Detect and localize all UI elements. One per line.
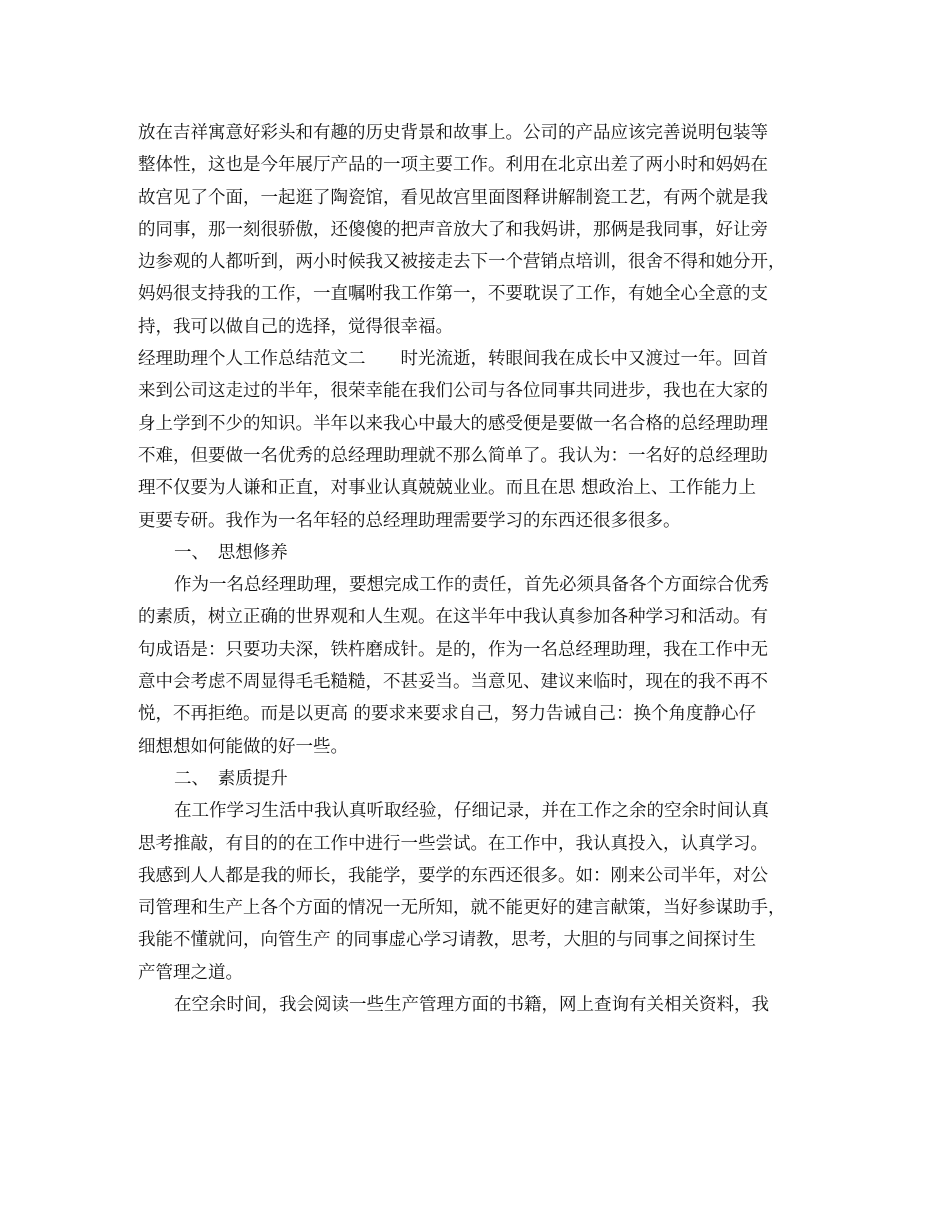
paragraph-line: 在工作学习生活中我认真听取经验，仔细记录，并在工作之余的空余时间认真	[174, 801, 769, 822]
paragraph-line: 我感到人人都是我的师长，我能学，要学的东西还很多。如：刚来公司半年，对公	[138, 865, 768, 886]
paragraph-line: 的素质，树立正确的世界观和人生观。在这半年中我认真参加各种学习和活动。有	[138, 607, 768, 628]
paragraph-line: 在空余时间，我会阅读一些生产管理方面的书籍，网上查询有关相关资料，我	[174, 995, 769, 1016]
paragraph-line: 意中会考虑不周显得毛毛糙糙，不甚妥当。当意见、建议来临时，现在的我不再不	[138, 672, 768, 693]
document-body	[138, 117, 828, 1021]
paragraph-line: 悦，不再拒绝。而是以更高 的要求来要求自己，努力告诫自己：换个角度静心仔	[138, 704, 757, 725]
paragraph-line: 不难，但要做一名优秀的总经理助理就不那么简单了。我认为：一名好的总经理助	[138, 445, 768, 466]
paragraph-line: 句成语是：只要功夫深，铁杵磨成针。是的，作为一名总经理助理，我在工作中无	[138, 639, 768, 660]
section-heading-thought: 一、 思想修养	[174, 542, 288, 563]
paragraph-line: 更要专研。我作为一名年轻的总经理助理需要学习的东西还很多很多。	[138, 510, 681, 531]
paragraph-line: 司管理和生产上各个方面的情况一无所知，就不能更好的建言献策，当好参谋助手，	[138, 898, 786, 919]
paragraph-line: 来到公司这走过的半年，很荣幸能在我们公司与各位同事共同进步，我也在大家的	[138, 381, 768, 402]
paragraph-line: 我能不懂就问，向管生产 的同事虚心学习请教，思考，大胆的与同事之间探讨生	[138, 930, 757, 951]
paragraph-line: 放在吉祥寓意好彩头和有趣的历史背景和故事上。公司的产品应该完善说明包装等	[138, 123, 768, 143]
section-heading-quality: 二、 素质提升	[174, 768, 288, 789]
paragraph-line: 故宫见了个面，一起逛了陶瓷馆，看见故宫里面图释讲解制瓷工艺，有两个就是我	[138, 187, 768, 208]
paragraph-line: 产管理之道。	[138, 962, 243, 983]
paragraph-line: 妈妈很支持我的工作，一直嘱咐我工作第一，不要耽误了工作，有她全心全意的支	[138, 284, 768, 305]
paragraph-line: 身上学到不少的知识。半年以来我心中最大的感受便是要做一名合格的总经理助理	[138, 413, 768, 434]
section-title-line: 经理助理个人工作总结范文二 时光流逝，转眼间我在成长中又渡过一年。回首	[138, 349, 768, 370]
paragraph-line: 思考推敲，有目的的在工作中进行一些尝试。在工作中，我认真投入，认真学习。	[138, 833, 768, 854]
paragraph-line: 持，我可以做自己的选择，觉得很幸福。	[138, 316, 453, 337]
paragraph-line: 整体性，这也是今年展厅产品的一项主要工作。利用在北京出差了两小时和妈妈在	[138, 155, 768, 176]
paragraph-line: 边参观的人都听到，两小时候我又被接走去下一个营销点培训，很舍不得和她分开，	[138, 252, 786, 273]
paragraph-line: 理不仅要为人谦和正直，对事业认真兢兢业业。而且在思 想政治上、工作能力上	[138, 478, 757, 499]
paragraph-line: 作为一名总经理助理，要想完成工作的责任，首先必须具备各个方面综合优秀	[174, 575, 769, 596]
paragraph-line: 细想想如何能做的好一些。	[138, 736, 348, 757]
paragraph-line: 的同事，那一刻很骄傲，还傻傻的把声音放大了和我妈讲，那俩是我同事，好让旁	[138, 219, 768, 240]
